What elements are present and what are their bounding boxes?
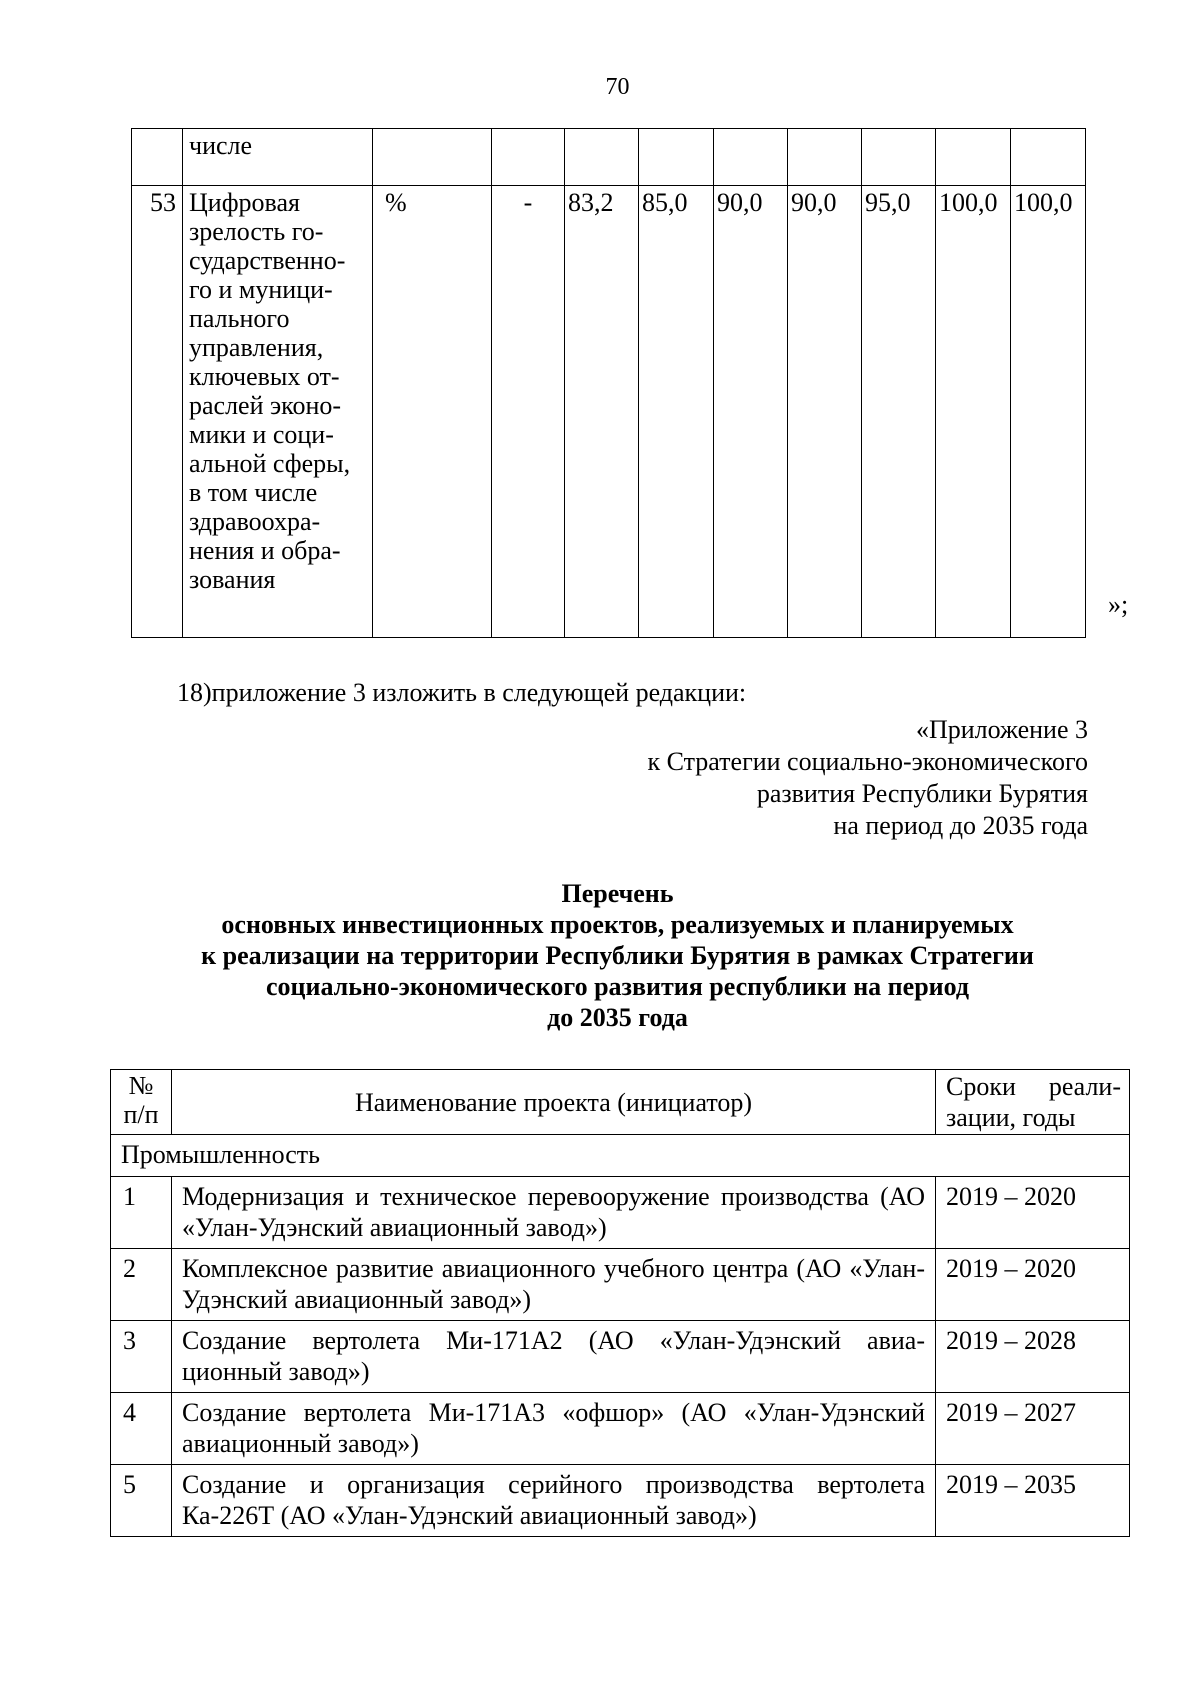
amendment-item-18: 18)приложение 3 изложить в следующей редакции: [177,678,747,707]
project-name-cell: Модернизация и техническое перевооружение производства (АО «Улан-Удэнский авиационный завод») [172,1177,936,1249]
header-years-cell: Сроки реали-зации, годы [936,1070,1130,1135]
table-row [111,1393,1130,1465]
indicator-name-line: сударственно- [189,246,346,275]
title-line: основных инвестиционных проектов, реализуемых и планируемых [221,910,1014,939]
table-row [111,1249,1130,1321]
table-row [132,129,1086,186]
project-name-cell: Создание вертолета Ми-171А3 «офшор» (АО «Улан-Удэнский авиационный завод») [172,1393,936,1465]
unit-cell: % [373,186,492,638]
value-cell: - [492,186,565,638]
row-number-cell: 5 [111,1465,172,1537]
table-row [111,1177,1130,1249]
appendix-line: на период до 2035 года [833,811,1088,840]
appendix-line: к Стратегии социально-экономического [647,747,1088,776]
indicator-name-cell [183,186,373,638]
document-title [0,878,1200,1033]
value-cell: 100,0 [936,186,1011,638]
appendix-line: «Приложение 3 [915,715,1088,744]
title-line: социально-экономического развития республики на период [265,972,970,1001]
row-number-cell: 2 [111,1249,172,1321]
indicator-name-line: зования [189,565,276,594]
investment-projects-table [110,1069,1130,1537]
indicator-name-line: Цифровая [189,188,300,217]
appendix-line: развития Республики Бурятия [756,779,1088,808]
project-years-cell: 2019 – 2028 [936,1321,1130,1393]
indicator-name-line: мики и соци- [189,420,334,449]
indicator-name-line: альной сферы, [189,449,351,478]
row-number-cell: 1 [111,1177,172,1249]
appendix-header [647,714,1088,842]
title-line: до 2035 года [547,1003,688,1032]
project-name-cell: Создание и организация серийного производства вертолета Ка-226Т (АО «Улан-Удэнский авиационный завод») [172,1465,936,1537]
project-name-cell: Комплексное развитие авиационного учебного центра (АО «Улан-Удэнский авиационный завод») [172,1249,936,1321]
title-line: к реализации на территории Республики Бурятия в рамках Стратегии [201,941,1034,970]
table-row [111,1321,1130,1393]
indicator-name-line: в том числе [189,478,318,507]
value-cell: 90,0 [788,186,862,638]
table-header-row [111,1070,1130,1135]
indicator-name-line: го и муници- [189,275,333,304]
indicator-name-cell: числе [183,129,373,186]
table-row [132,186,1086,638]
row-number-cell: 53 [132,186,183,638]
project-years-cell: 2019 – 2020 [936,1249,1130,1321]
closing-quote: »; [1108,590,1129,619]
value-cell: 95,0 [862,186,936,638]
value-cell: 90,0 [714,186,788,638]
value-cell: 83,2 [565,186,639,638]
header-number-cell: № п/п [111,1070,172,1135]
row-number-cell: 4 [111,1393,172,1465]
section-label: Промышленность [111,1135,1130,1177]
project-years-cell: 2019 – 2020 [936,1177,1130,1249]
page-number: 70 [605,74,630,100]
indicator-name-line: нения и обра- [189,536,341,565]
indicator-name-line: ключевых от- [189,362,340,391]
project-name-cell: Создание вертолета Ми-171А2 (АО «Улан-Удэнский авиа-ционный завод») [172,1321,936,1393]
table-row [111,1465,1130,1537]
indicator-name-line: пального [189,304,290,333]
section-row [111,1135,1130,1177]
indicator-name-line: зрелость го- [189,217,324,246]
value-cell: 100,0 [1011,186,1086,638]
value-cell: 85,0 [639,186,714,638]
indicator-name-line: управления, [189,333,324,362]
header-name-cell: Наименование проекта (инициатор) [172,1070,936,1135]
project-years-cell: 2019 – 2027 [936,1393,1130,1465]
indicators-table-continuation [131,128,1086,638]
indicator-name-line: раслей эконо- [189,391,342,420]
indicator-name-line: здравоохра- [189,507,321,536]
project-years-cell: 2019 – 2035 [936,1465,1130,1537]
row-number-cell: 3 [111,1321,172,1393]
title-line: Перечень [561,879,674,908]
